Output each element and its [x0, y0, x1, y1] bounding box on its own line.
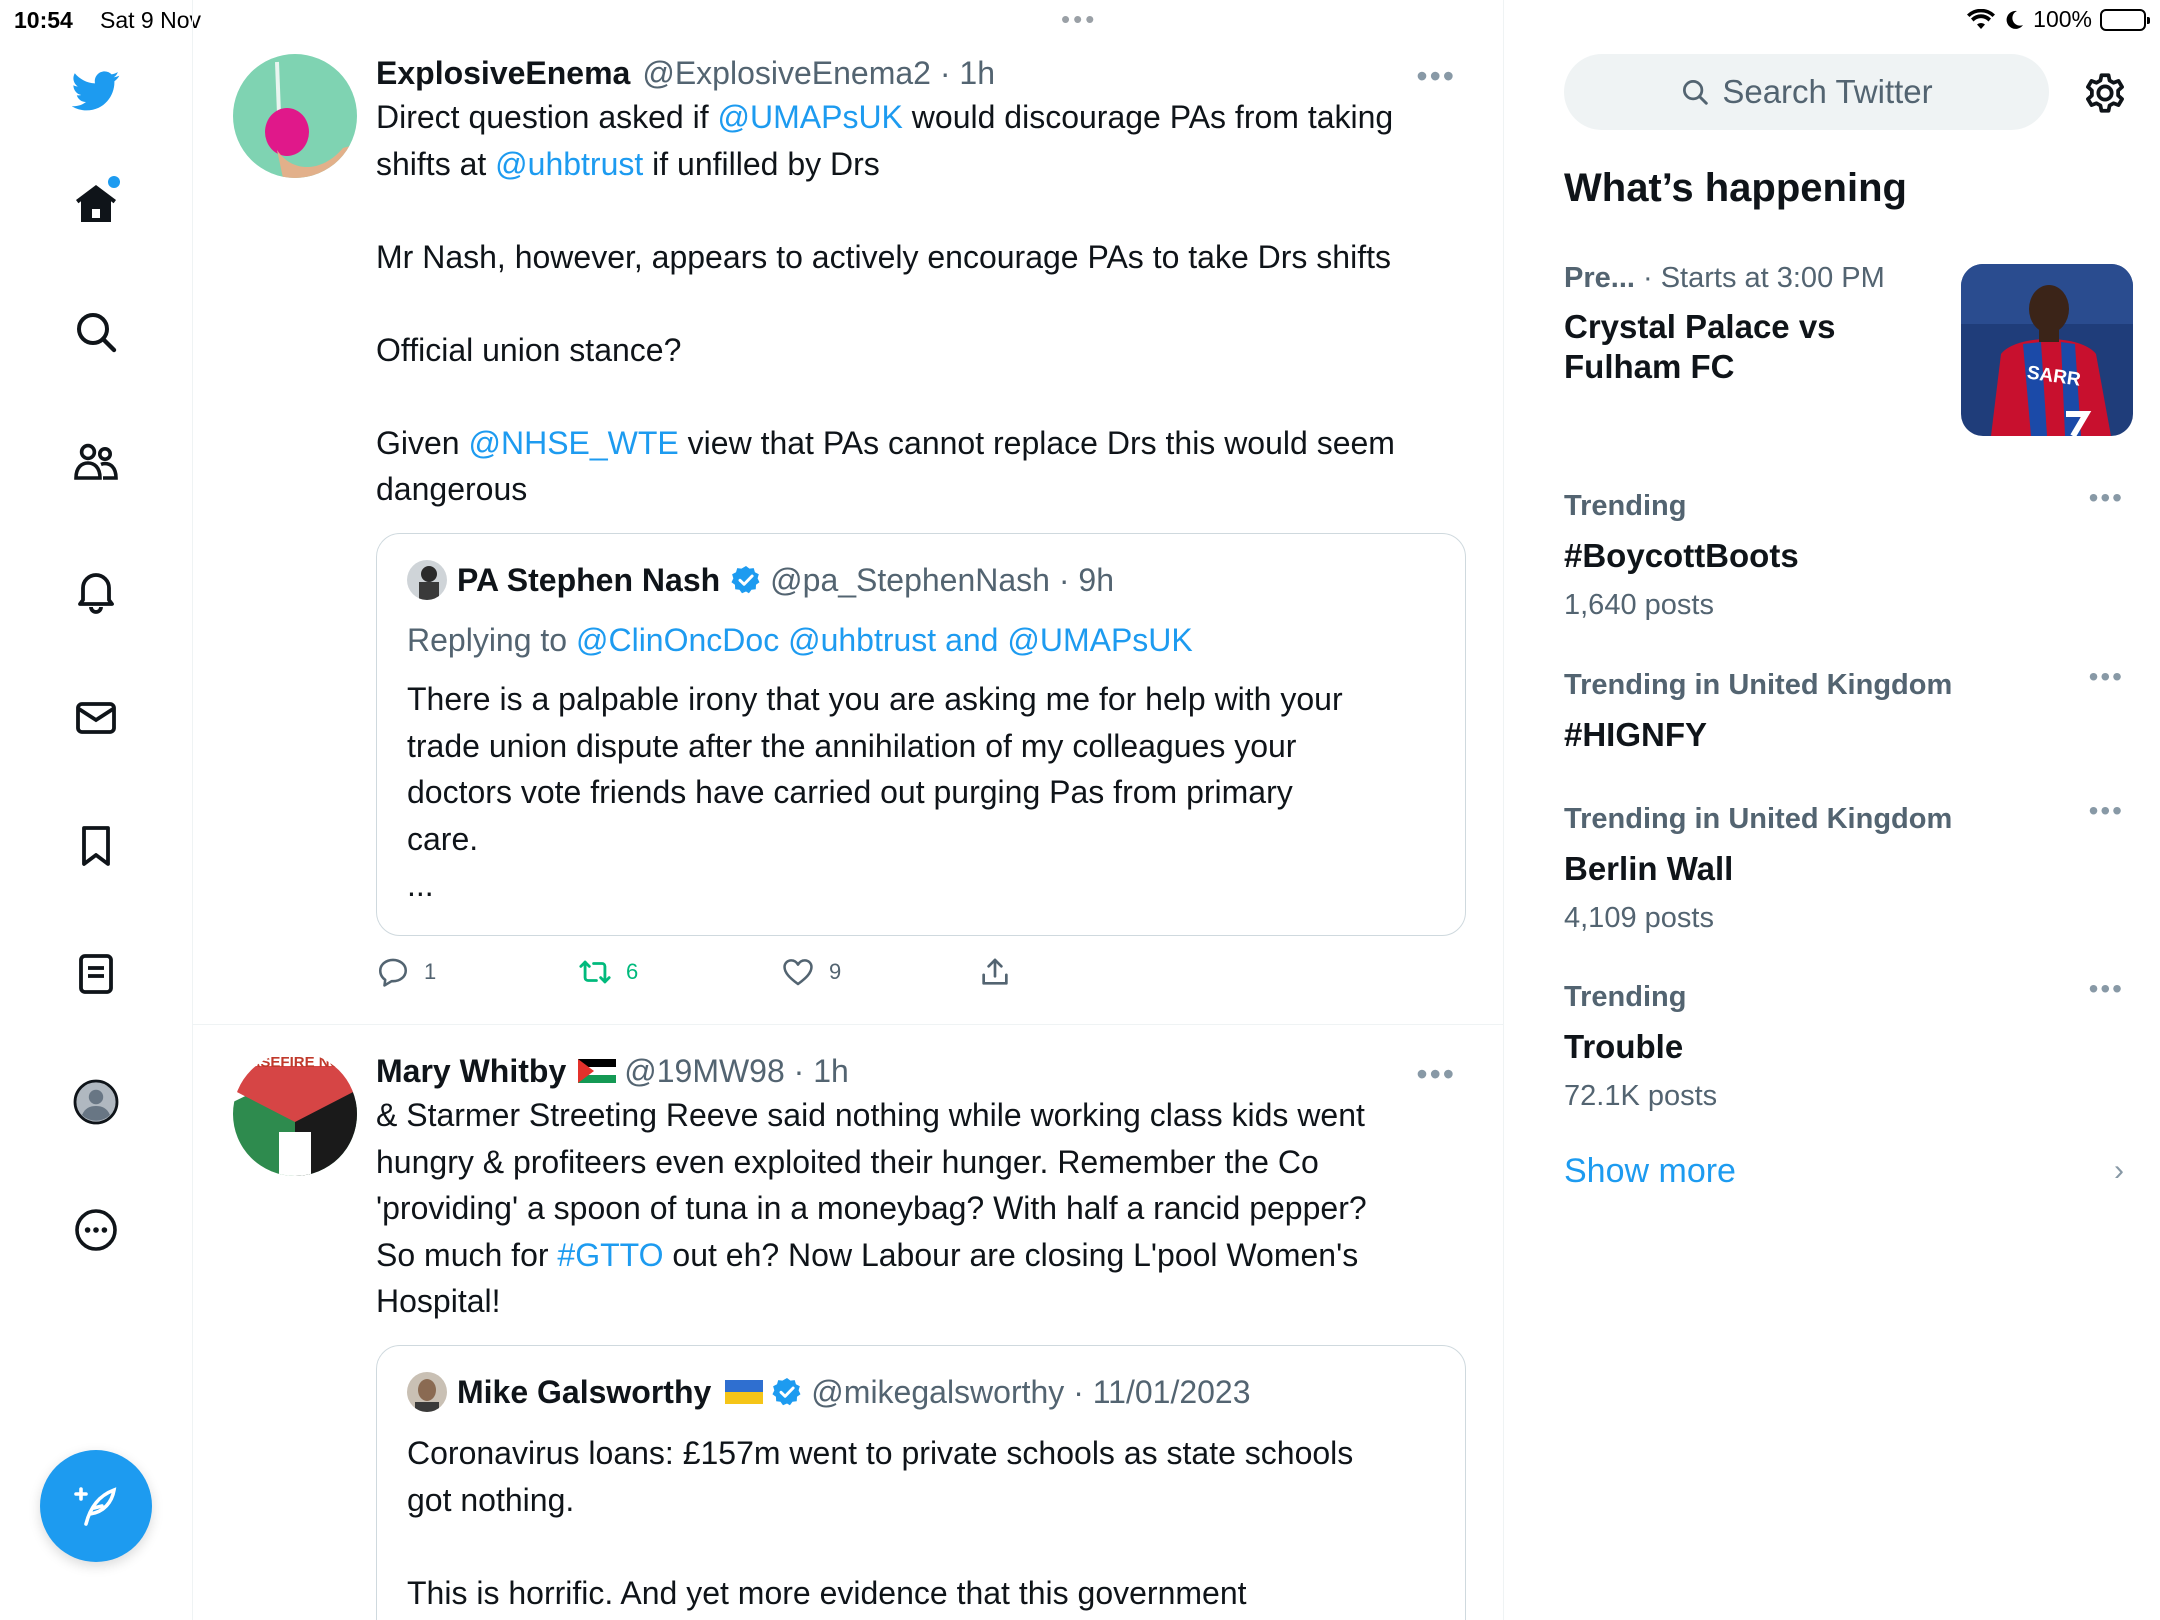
- like-count: 9: [829, 959, 842, 984]
- text-line: Hospital!: [376, 1283, 501, 1319]
- tweet-content: [376, 50, 1466, 984]
- ukraine-flag-icon: [725, 1380, 763, 1404]
- replying-prefix: Replying to: [407, 622, 576, 658]
- header-separator: ·: [930, 54, 960, 91]
- text-run: Direct question asked if: [376, 99, 718, 135]
- more-icon[interactable]: [66, 1200, 126, 1260]
- event-image-text: SARR: [2025, 362, 2082, 391]
- author-handle[interactable]: @ExplosiveEnema2: [642, 54, 931, 91]
- quote-avatar: [407, 1372, 447, 1412]
- text-line: & Starmer Streeting Reeve said nothing while working class kids went: [376, 1097, 1365, 1133]
- trend-count: 4,109 posts: [1564, 902, 1714, 934]
- trend-topic: #BoycottBoots: [1564, 537, 1799, 574]
- tweet-content: [376, 1048, 1466, 1611]
- quote-author-handle: @pa_StephenNash: [770, 561, 1050, 598]
- status-time: 10:54: [14, 7, 73, 33]
- tweet-more-icon[interactable]: •••: [1416, 58, 1456, 94]
- text-run: view that PAs cannot replace Drs this would seem: [678, 424, 1395, 461]
- like-button[interactable]: [781, 955, 841, 989]
- trend-item[interactable]: [1564, 973, 2124, 1113]
- text-run: Given: [376, 424, 469, 461]
- text-run: So much for: [376, 1236, 558, 1273]
- author-handle[interactable]: @19MW98: [624, 1052, 785, 1089]
- quote-line: Coronavirus loans: £157m went to private schools as state schools: [407, 1435, 1354, 1471]
- avatar-text: ASEFIRE NC: [249, 1054, 341, 1071]
- quote-header: [407, 560, 1114, 600]
- left-nav: [0, 0, 193, 1620]
- trend-count: 1,640 posts: [1564, 589, 1714, 621]
- replying-to-mentions[interactable]: @ClinOncDoc @uhbtrust and @UMAPsUK: [575, 622, 1193, 658]
- trend-topic: #HIGNFY: [1564, 716, 1708, 753]
- avatar[interactable]: [233, 1052, 357, 1176]
- tweet-text: [376, 1092, 1466, 1325]
- quote-text: [407, 1430, 1437, 1616]
- trend-more-icon[interactable]: •••: [2088, 795, 2124, 826]
- trend-label: Trending: [1564, 981, 1687, 1013]
- timeline[interactable]: [193, 0, 1504, 1620]
- communities-icon[interactable]: [66, 432, 126, 492]
- quoted-tweet[interactable]: [376, 1345, 1466, 1620]
- replying-to: [407, 622, 1193, 659]
- tweet-text: [376, 94, 1466, 513]
- trend-label: Trending in United Kingdom: [1564, 803, 1953, 835]
- trend-more-icon[interactable]: •••: [2088, 661, 2124, 692]
- compose-tweet-button[interactable]: [40, 1450, 152, 1562]
- bookmark-icon[interactable]: [66, 816, 126, 876]
- mention-link[interactable]: @NHSE_WTE: [468, 424, 679, 461]
- quote-line: This is horrific. And yet more evidence that this government: [407, 1574, 1247, 1611]
- search-icon: [1680, 77, 1710, 107]
- mention-link[interactable]: @UMAPsUK: [717, 99, 903, 135]
- reply-icon: [376, 955, 410, 989]
- heart-icon: [781, 955, 815, 989]
- quote-header: [407, 1372, 1251, 1412]
- verified-badge-icon: [730, 564, 762, 596]
- event-image: [1961, 264, 2133, 436]
- author-name[interactable]: ExplosiveEnema: [376, 54, 631, 91]
- chevron-right-icon: ›: [2114, 1154, 2124, 1187]
- quote-avatar: [407, 560, 447, 600]
- quote-author-name: PA Stephen Nash: [457, 561, 721, 598]
- mail-icon[interactable]: [66, 688, 126, 748]
- quote-text: [407, 676, 1437, 909]
- quote-time: 9h: [1078, 561, 1114, 598]
- event-category: Pre...: [1564, 262, 1635, 294]
- quote-author-name: Mike Galsworthy: [457, 1373, 712, 1410]
- multitasking-handle[interactable]: •••: [1061, 4, 1098, 34]
- reply-count: 1: [424, 959, 437, 984]
- trend-topic: Trouble: [1564, 1028, 1684, 1065]
- right-sidebar: [1505, 0, 2160, 1620]
- quote-line: There is a palpable irony that you are asking me for help with your: [407, 681, 1343, 717]
- gear-icon[interactable]: [2080, 68, 2130, 118]
- trend-more-icon[interactable]: •••: [2088, 973, 2124, 1004]
- tweet-header: [376, 50, 1466, 96]
- share-button[interactable]: [978, 955, 1012, 989]
- text-paragraph: Official union stance?: [376, 331, 682, 368]
- section-title: What’s happening: [1564, 166, 1907, 210]
- show-more-label: Show more: [1564, 1152, 1736, 1190]
- trend-item[interactable]: [1564, 482, 2124, 622]
- status-date: Sat 9 Nov: [100, 7, 201, 33]
- tweet-actions: [376, 955, 1276, 995]
- header-separator: ·: [1049, 561, 1079, 598]
- reply-button[interactable]: [376, 955, 436, 989]
- quote-time: 11/01/2023: [1092, 1373, 1251, 1410]
- quote-author-handle: @mikegalsworthy: [811, 1373, 1065, 1410]
- trend-label: Trending: [1564, 490, 1687, 522]
- header-separator: ·: [1064, 1373, 1093, 1410]
- tweet-time[interactable]: 1h: [959, 54, 995, 91]
- text-run: out eh? Now Labour are closing L'pool Women's: [663, 1236, 1359, 1273]
- quote-line: [407, 1523, 1437, 1570]
- quote-line: care.: [407, 820, 479, 857]
- lists-icon[interactable]: [66, 944, 126, 1004]
- bell-icon[interactable]: [66, 560, 126, 620]
- quote-line: ...: [407, 867, 434, 903]
- search-input[interactable]: [1564, 54, 2049, 130]
- tweet-header: [376, 1048, 1466, 1094]
- twitter-logo-icon[interactable]: [66, 60, 126, 120]
- text-run: shifts at: [376, 145, 496, 182]
- quote-line: trade union dispute after the annihilation of my colleagues your: [407, 727, 1297, 764]
- text-paragraph: Mr Nash, however, appears to actively encourage PAs to take Drs shifts: [376, 238, 1391, 275]
- tweet-more-icon[interactable]: •••: [1416, 1056, 1456, 1092]
- header-separator: ·: [784, 1052, 814, 1089]
- retweet-button[interactable]: [578, 955, 638, 989]
- trend-item[interactable]: [1564, 795, 2124, 935]
- trend-more-icon[interactable]: •••: [2088, 482, 2124, 513]
- trend-topic: Berlin Wall: [1564, 850, 1734, 887]
- mention-link[interactable]: @uhbtrust: [495, 145, 644, 182]
- hashtag-link[interactable]: #GTTO: [557, 1236, 664, 1273]
- home-icon[interactable]: [66, 174, 126, 234]
- event-title: Crystal Palace vs Fulham FC: [1564, 308, 1836, 385]
- profile-icon[interactable]: [66, 1072, 126, 1132]
- battery-percent: 100%: [2033, 6, 2092, 32]
- quoted-tweet[interactable]: [376, 533, 1466, 936]
- search-icon[interactable]: [66, 302, 126, 362]
- new-content-dot: [108, 176, 120, 188]
- avatar[interactable]: [233, 54, 357, 178]
- text-run: if unfilled by Drs: [643, 145, 880, 182]
- show-more-link[interactable]: [1564, 1152, 2124, 1191]
- tweet-time[interactable]: 1h: [813, 1052, 849, 1089]
- trend-count: 72.1K posts: [1564, 1080, 1718, 1112]
- share-icon: [978, 955, 1012, 989]
- trend-item[interactable]: [1564, 661, 2124, 754]
- retweet-count: 6: [626, 959, 639, 984]
- trend-label: Trending in United Kingdom: [1564, 669, 1953, 701]
- verified-badge-icon: [771, 1376, 803, 1408]
- trend-event[interactable]: [1564, 262, 2124, 391]
- retweet-icon: [578, 955, 612, 989]
- text-line: 'providing' a spoon of tuna in a moneybag? With half a rancid pepper?: [376, 1190, 1367, 1226]
- text-run: dangerous: [376, 471, 528, 507]
- quote-line: doctors vote friends have carried out purging Pas from primary: [407, 774, 1293, 810]
- compose-feather-icon: [72, 1482, 120, 1530]
- palestine-flag-icon: [578, 1059, 616, 1083]
- text-run: would discourage PAs from taking: [902, 99, 1394, 135]
- tweet-divider: [193, 1024, 1504, 1025]
- text-line: hungry & profiteers even exploited their hunger. Remember the Co: [376, 1143, 1319, 1180]
- event-time: · Starts at 3:00 PM: [1634, 262, 1885, 294]
- search-placeholder: Search Twitter: [1722, 73, 1933, 110]
- quote-line: got nothing.: [407, 1481, 575, 1518]
- author-name[interactable]: Mary Whitby: [376, 1052, 567, 1089]
